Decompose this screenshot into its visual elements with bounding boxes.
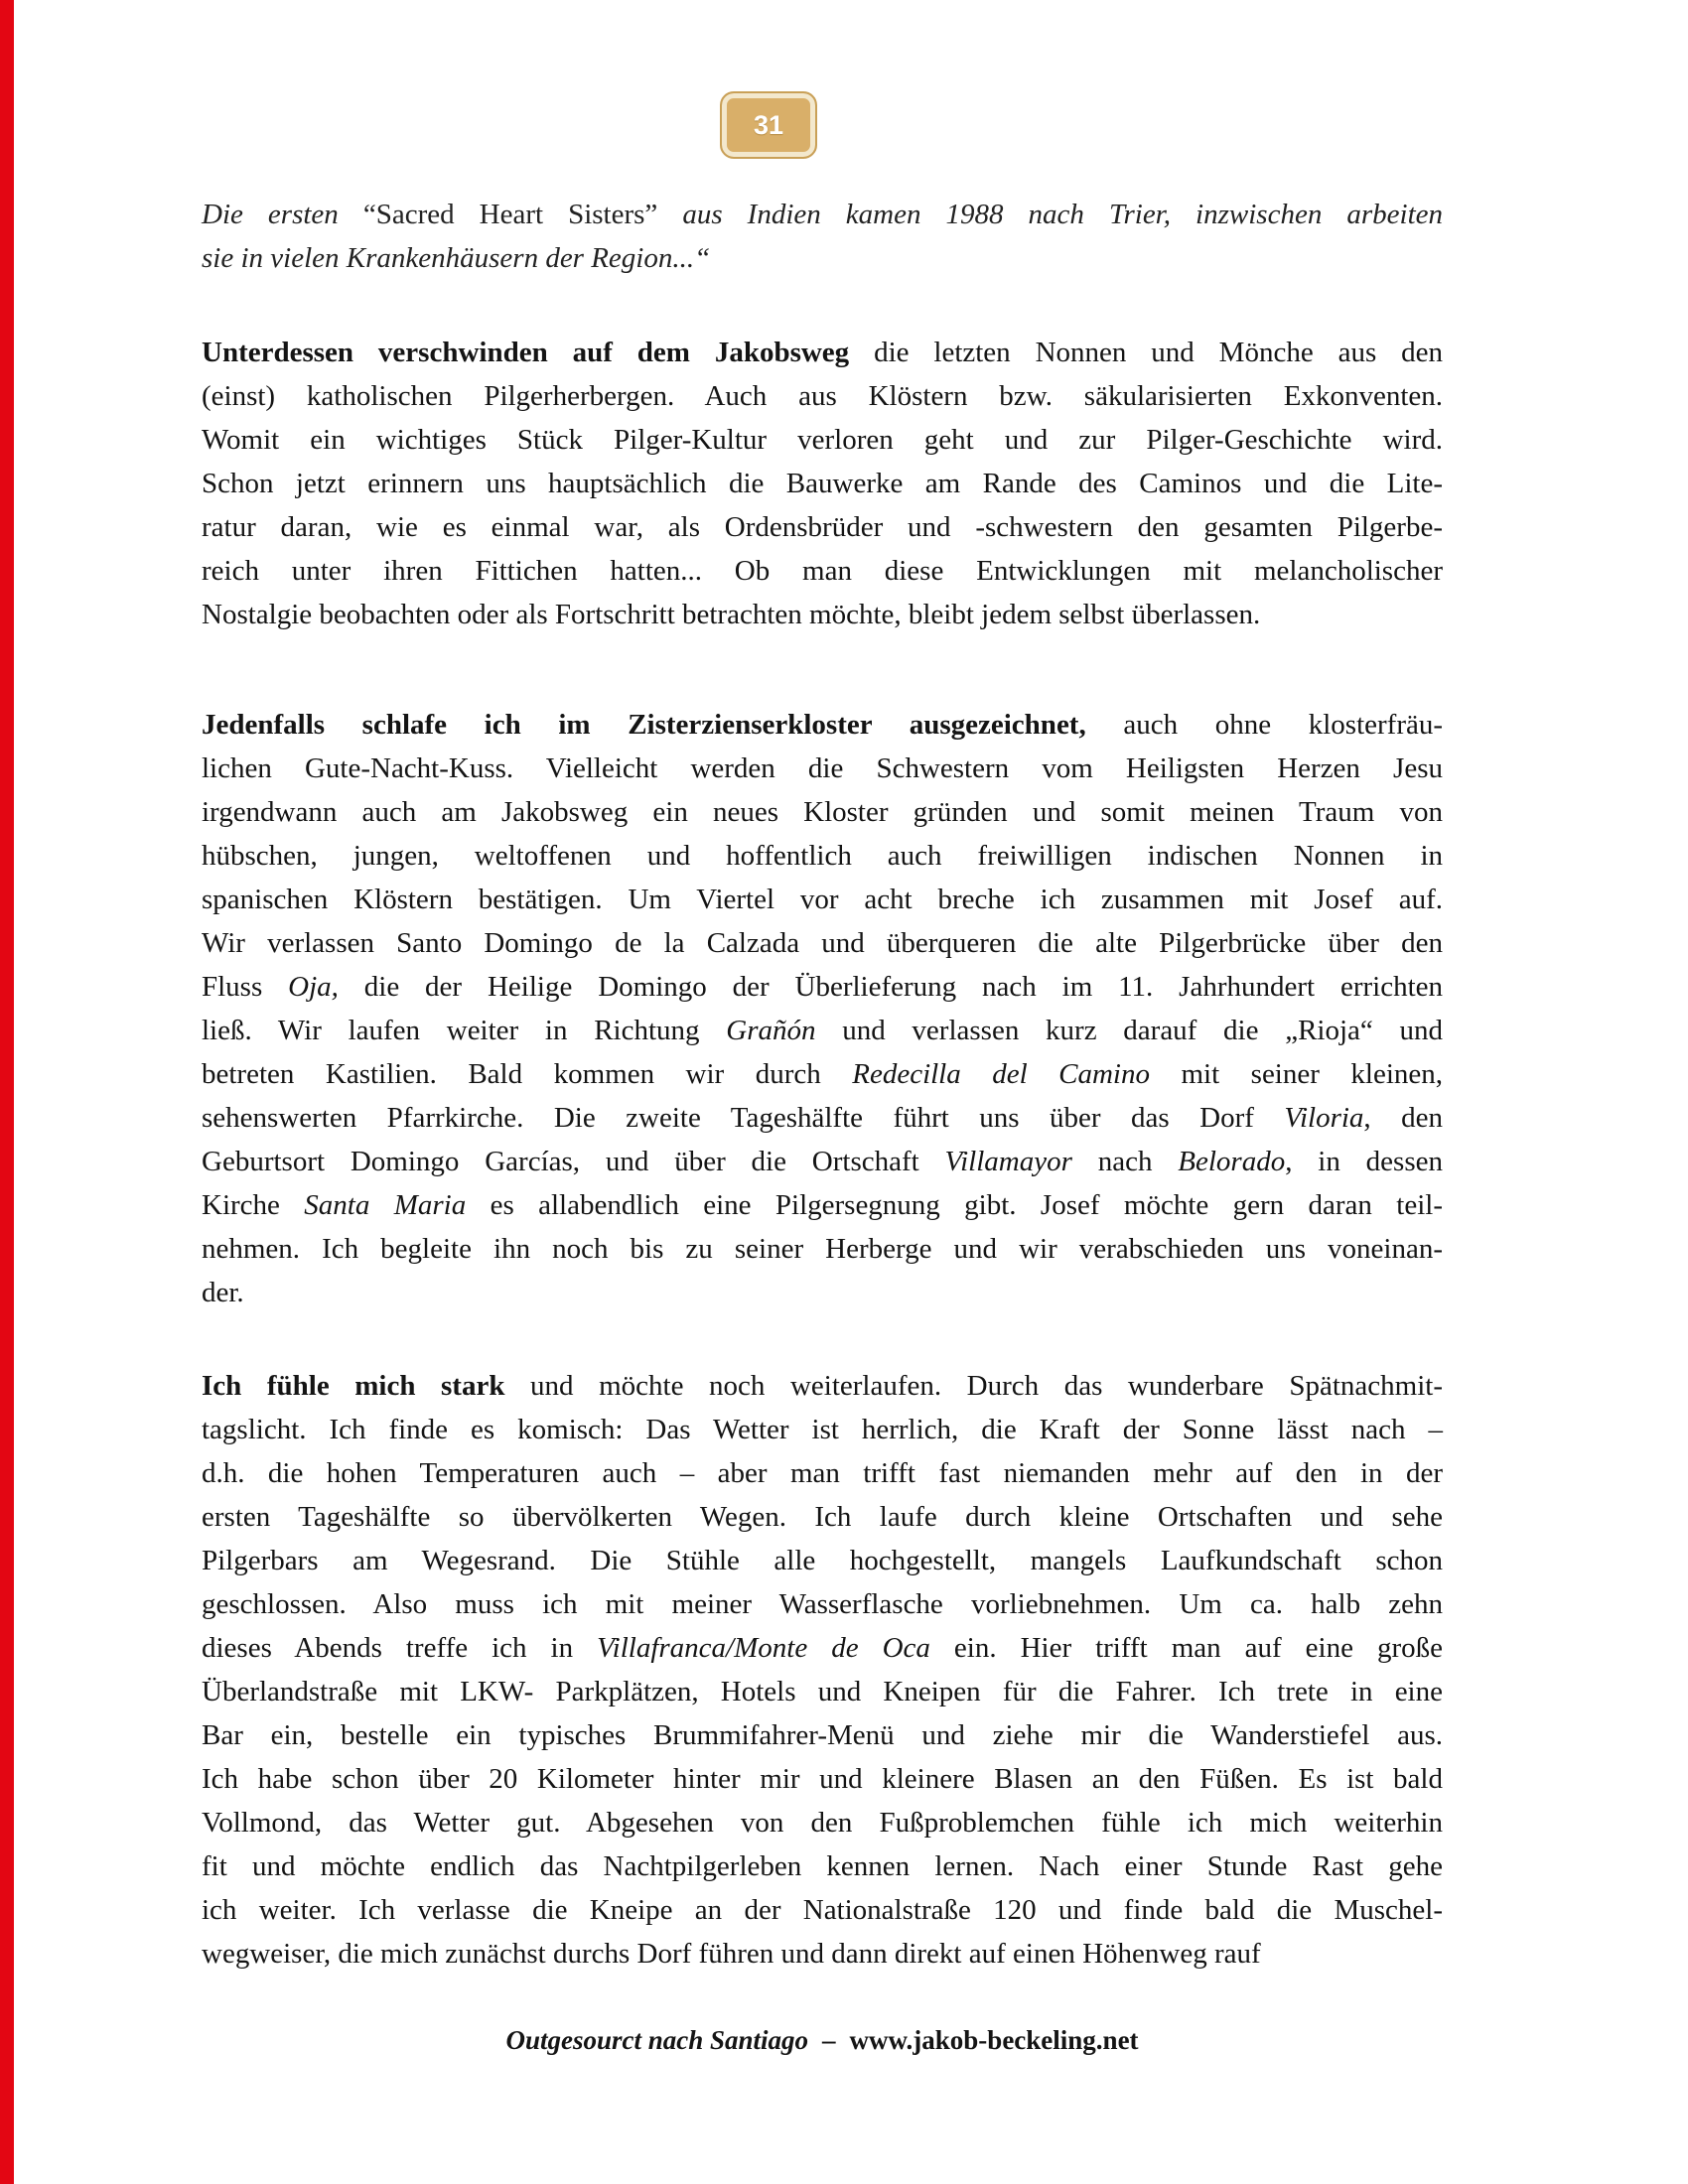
- text-line: dieses Abends treffe ich in Villafranca/Monte de Oca ein. Hier trifft man auf eine große: [202, 1632, 1443, 1664]
- text-line: sie in vielen Krankenhäusern der Region...“: [202, 242, 711, 274]
- text-line: Jedenfalls schlafe ich im Zisterzienserkloster ausgezeichnet, auch ohne klosterfräu-: [202, 709, 1444, 741]
- text-line: ließ. Wir laufen weiter in Richtung Grañón und verlassen kurz darauf die „Rioja“ und: [202, 1015, 1443, 1046]
- text-line: Fluss Oja, die der Heilige Domingo der Überlieferung nach im 11. Jahrhundert errichten: [202, 971, 1443, 1003]
- text-line: spanischen Klöstern bestätigen. Um Viertel vor acht breche ich zusammen mit Josef auf.: [202, 884, 1443, 915]
- text-line: Womit ein wichtiges Stück Pilger-Kultur verloren geht und zur Pilger-Geschichte wird.: [202, 424, 1443, 456]
- text-line: ich weiter. Ich verlasse die Kneipe an der Nationalstraße 120 und finde bald die Muschel-: [202, 1894, 1443, 1926]
- text-line: betreten Kastilien. Bald kommen wir durch Redecilla del Camino mit seiner kleinen,: [202, 1058, 1443, 1090]
- text-line: Pilgerbars am Wegesrand. Die Stühle alle hochgestellt, mangels Laufkundschaft schon: [202, 1545, 1443, 1576]
- text-line: irgendwann auch am Jakobsweg ein neues Kloster gründen und somit meinen Traum von: [202, 796, 1443, 828]
- text-line: nehmen. Ich begleite ihn noch bis zu seiner Herberge und wir verabschieden uns voneinan-: [202, 1233, 1443, 1265]
- text-line: Vollmond, das Wetter gut. Abgesehen von den Fußproblemchen fühle ich mich weiterhin: [202, 1807, 1443, 1839]
- text-line: Unterdessen verschwinden auf dem Jakobsweg die letzten Nonnen und Mönche aus den: [202, 337, 1443, 368]
- text-line: Nostalgie beobachten oder als Fortschritt betrachten möchte, bleibt jedem selbst überlassen.: [202, 599, 1261, 630]
- paragraph-unterdessen: [202, 331, 1443, 636]
- paragraph-ich-fuehle-mich-stark: [202, 1364, 1443, 1976]
- text-line: Bar ein, bestelle ein typisches Brummifahrer-Menü und ziehe mir die Wanderstiefel aus.: [202, 1719, 1443, 1751]
- page-number-badge: [720, 91, 817, 159]
- text-line: fit und möchte endlich das Nachtpilgerleben kennen lernen. Nach einer Stunde Rast gehe: [202, 1850, 1443, 1882]
- footer-separator: –: [822, 2025, 836, 2055]
- text-line: Kirche Santa Maria es allabendlich eine Pilgersegnung gibt. Josef möchte gern daran teil-: [202, 1189, 1443, 1221]
- text-line: (einst) katholischen Pilgerherbergen. Auch aus Klöstern bzw. säkularisierten Exkonventen.: [202, 380, 1443, 412]
- text-line: geschlossen. Also muss ich mit meiner Wasserflasche vorliebnehmen. Um ca. halb zehn: [202, 1588, 1443, 1620]
- page-number: 31: [753, 109, 784, 140]
- footer-website: www.jakob-beckeling.net: [849, 2025, 1139, 2055]
- text-line: ersten Tageshälfte so übervölkerten Wegen. Ich laufe durch kleine Ortschaften und sehe: [202, 1501, 1443, 1533]
- text-line: Schon jetzt erinnern uns hauptsächlich die Bauwerke am Rande des Caminos und die Lite-: [202, 468, 1443, 499]
- text-line: Ich fühle mich stark und möchte noch weiterlaufen. Durch das wunderbare Spätnachmit-: [202, 1370, 1443, 1402]
- text-line: ratur daran, wie es einmal war, als Ordensbrüder und -schwestern den gesamten Pilgerbe-: [202, 511, 1443, 543]
- text-line: tagslicht. Ich finde es komisch: Das Wetter ist herrlich, die Kraft der Sonne lässt nach –: [202, 1414, 1443, 1445]
- text-line: wegweiser, die mich zunächst durchs Dorf führen und dann direkt auf einen Höhenweg rauf: [202, 1938, 1261, 1970]
- text-line: lichen Gute-Nacht-Kuss. Vielleicht werden die Schwestern vom Heiligsten Herzen Jesu: [202, 752, 1443, 784]
- text-line: Ich habe schon über 20 Kilometer hinter mir und kleinere Blasen an den Füßen. Es ist bald: [202, 1763, 1443, 1795]
- text-line: Die ersten “Sacred Heart Sisters” aus Indien kamen 1988 nach Trier, inzwischen arbeiten: [202, 199, 1443, 230]
- text-line: reich unter ihren Fittichen hatten... Ob man diese Entwicklungen mit melancholischer: [202, 555, 1443, 587]
- text-line: d.h. die hohen Temperaturen auch – aber man trifft fast niemanden mehr auf den in der: [202, 1457, 1443, 1489]
- quote-paragraph: [202, 193, 1443, 280]
- left-accent-stripe: [0, 0, 14, 2184]
- footer-book-title: Outgesourct nach Santiago: [505, 2025, 809, 2055]
- text-line: Überlandstraße mit LKW- Parkplätzen, Hotels und Kneipen für die Fahrer. Ich trete in eine: [202, 1676, 1443, 1707]
- text-line: der.: [202, 1277, 244, 1308]
- text-line: Wir verlassen Santo Domingo de la Calzada und überqueren die alte Pilgerbrücke über den: [202, 927, 1443, 959]
- page-footer: [202, 2025, 1443, 2056]
- text-line: Geburtsort Domingo Garcías, und über die Ortschaft Villamayor nach Belorado, in dessen: [202, 1146, 1443, 1177]
- text-line: sehenswerten Pfarrkirche. Die zweite Tageshälfte führt uns über das Dorf Viloria, den: [202, 1102, 1444, 1134]
- paragraph-jedenfalls: [202, 703, 1443, 1314]
- text-line: hübschen, jungen, weltoffenen und hoffentlich auch freiwilligen indischen Nonnen in: [202, 840, 1443, 872]
